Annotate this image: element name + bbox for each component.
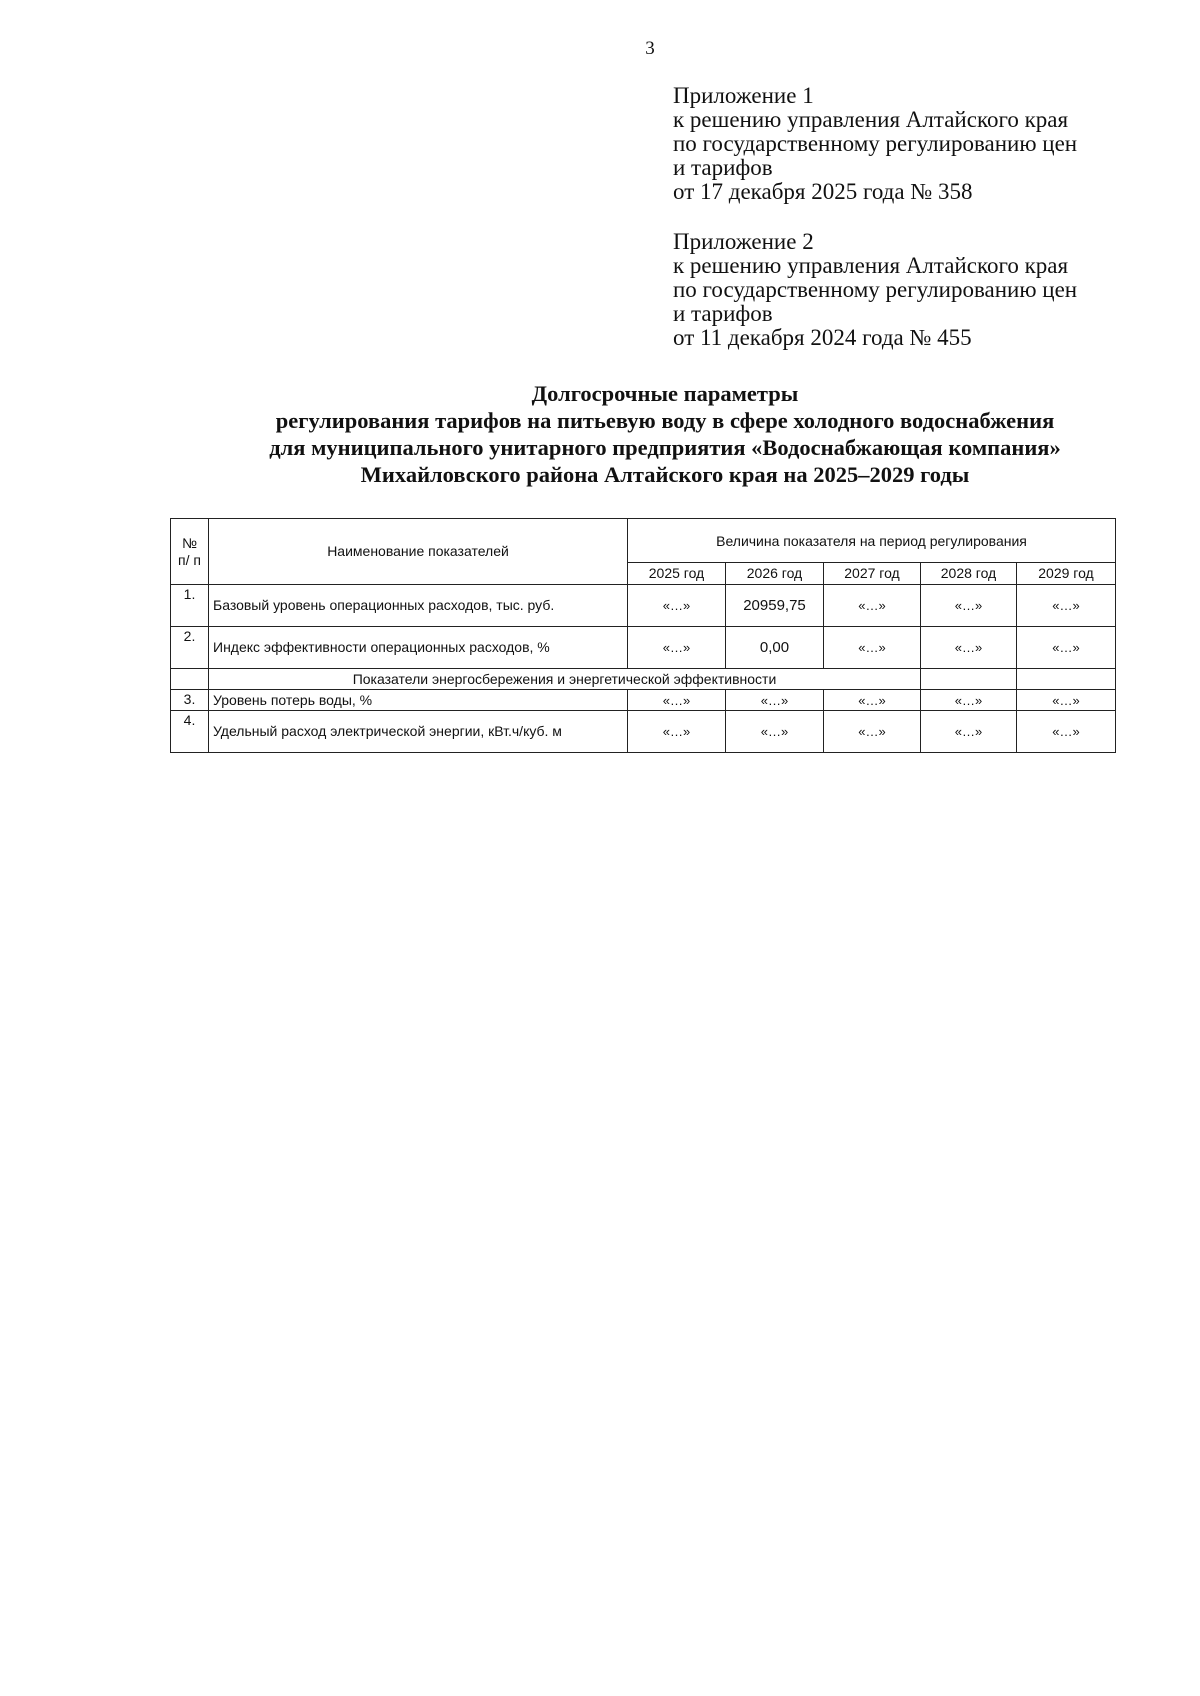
row-value: «…» xyxy=(921,627,1017,669)
parameters-table xyxy=(170,518,1116,753)
row-value: «…» xyxy=(1017,690,1116,711)
row-value: «…» xyxy=(628,627,726,669)
row-value: «…» xyxy=(628,711,726,753)
section-label: Показатели энергосбережения и энергетической эффективности xyxy=(209,669,921,690)
section-empty-cell xyxy=(921,669,1017,690)
row-name: Удельный расход электрической энергии, кВт.ч/куб. м xyxy=(209,711,628,753)
section-row xyxy=(171,669,1116,690)
header-period: Величина показателя на период регулирования xyxy=(628,519,1116,563)
row-number: 2. xyxy=(171,627,209,669)
table-row xyxy=(171,585,1116,627)
row-value: «…» xyxy=(726,711,824,753)
row-value: «…» xyxy=(921,585,1017,627)
appendix-1-line: и тарифов xyxy=(673,155,773,180)
row-value: «…» xyxy=(1017,585,1116,627)
row-value: «…» xyxy=(824,585,921,627)
row-number: 3. xyxy=(171,690,209,711)
header-year: 2028 год xyxy=(921,563,1017,585)
row-value: 20959,75 xyxy=(726,585,824,627)
appendix-1-block xyxy=(673,84,1077,204)
row-name: Уровень потерь воды, % xyxy=(209,690,628,711)
table-row xyxy=(171,627,1116,669)
page-number: 3 xyxy=(645,38,655,59)
appendix-1-line: по государственному регулированию цен xyxy=(673,131,1078,156)
document-title xyxy=(150,380,1180,488)
header-year: 2027 год xyxy=(824,563,921,585)
row-value: «…» xyxy=(824,690,921,711)
row-name: Базовый уровень операционных расходов, тыс. руб. xyxy=(209,585,628,627)
row-number: 1. xyxy=(171,585,209,627)
header-year: 2025 год xyxy=(628,563,726,585)
row-value: «…» xyxy=(726,690,824,711)
appendix-2-line: по государственному регулированию цен xyxy=(673,277,1078,302)
appendix-2-block xyxy=(673,230,1077,350)
row-value: «…» xyxy=(628,690,726,711)
title-line: Долгосрочные параметры xyxy=(531,381,799,406)
row-name: Индекс эффективности операционных расходов, % xyxy=(209,627,628,669)
title-line: для муниципального унитарного предприятия «Водоснабжающая компания» xyxy=(269,435,1061,460)
row-value: «…» xyxy=(628,585,726,627)
row-value: «…» xyxy=(824,711,921,753)
row-value: 0,00 xyxy=(726,627,824,669)
appendix-2-line: и тарифов xyxy=(673,301,773,326)
appendix-2-line: к решению управления Алтайского края xyxy=(673,253,1069,278)
header-name: Наименование показателей xyxy=(209,519,628,585)
row-value: «…» xyxy=(921,690,1017,711)
appendix-1-line: от 17 декабря 2025 года № 358 xyxy=(673,179,973,204)
section-empty-cell xyxy=(171,669,209,690)
header-num: № п/ п xyxy=(171,519,209,585)
row-value: «…» xyxy=(824,627,921,669)
row-value: «…» xyxy=(1017,627,1116,669)
section-empty-cell xyxy=(1017,669,1116,690)
title-line: регулирования тарифов на питьевую воду в сфере холодного водоснабжения xyxy=(275,408,1055,433)
row-value: «…» xyxy=(921,711,1017,753)
table-row xyxy=(171,690,1116,711)
appendix-2-line: от 11 декабря 2024 года № 455 xyxy=(673,325,972,350)
header-year: 2026 год xyxy=(726,563,824,585)
row-number: 4. xyxy=(171,711,209,753)
row-value: «…» xyxy=(1017,711,1116,753)
table-row xyxy=(171,711,1116,753)
appendix-1-line: Приложение 1 xyxy=(673,83,814,108)
appendix-1-line: к решению управления Алтайского края xyxy=(673,107,1069,132)
appendix-2-line: Приложение 2 xyxy=(673,229,814,254)
title-line: Михайловского района Алтайского края на 2025–2029 годы xyxy=(360,462,970,487)
header-year: 2029 год xyxy=(1017,563,1116,585)
